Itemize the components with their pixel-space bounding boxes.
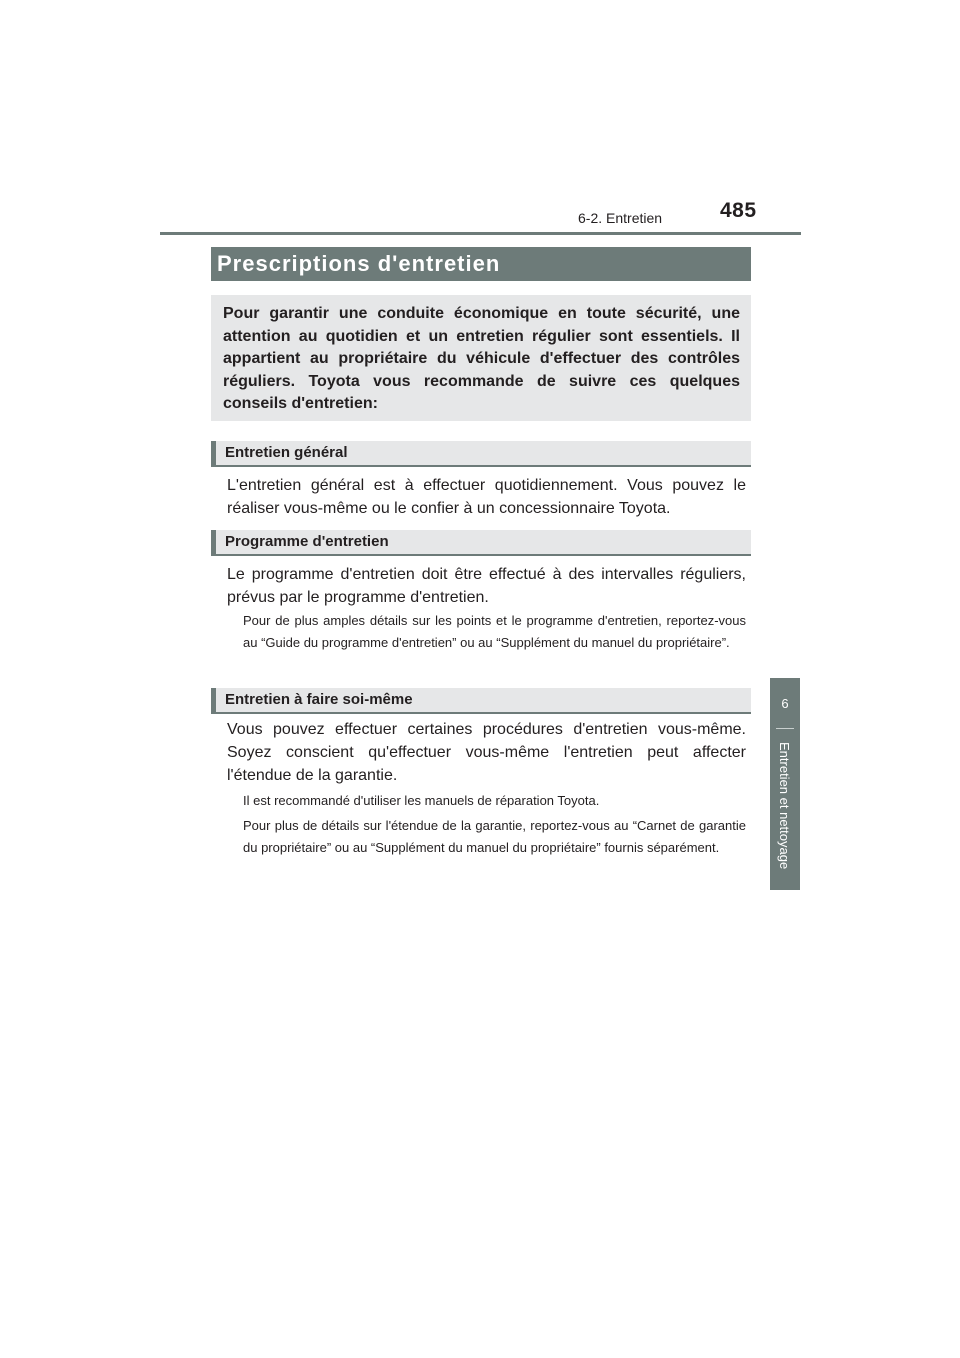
section-heading-programme-entretien xyxy=(211,530,751,556)
intro-box xyxy=(211,295,751,421)
intro-text: Pour garantir une conduite économique en toute sécurité, une attention au quotidien et un entretien régulier sont essentiels. Il appartient au propriétaire du véhicule d'effectuer des contrôles réguliers. Toyota vous recommande de suivre ces quelques conseils d'entretien: xyxy=(223,305,740,412)
section-body-programme-entretien: Le programme d'entretien doit être effectué à des intervalles réguliers, prévus par le programme d'entretien. xyxy=(227,566,746,606)
section-heading-text: Entretien général xyxy=(225,444,348,461)
section-note: Pour de plus amples détails sur les points et le programme d'entretien, reportez-vous au “Guide du programme d'entretien” ou au “Supplément du manuel du propriétaire”. xyxy=(243,613,746,650)
section-note: Il est recommandé d'utiliser les manuels de réparation Toyota. xyxy=(243,793,600,808)
section-body-entretien-soi-meme: Vous pouvez effectuer certaines procédures d'entretien vous-même. Soyez conscient qu'effectuer vous-même l'entretien peut affecter l'étendue de la garantie. xyxy=(227,721,746,784)
section-body-entretien-general: L'entretien général est à effectuer quotidiennement. Vous pouvez le réaliser vous-même ou le confier à un concessionnaire Toyota. xyxy=(227,477,746,517)
header-rule xyxy=(160,232,801,235)
chapter-tab-label: Entretien et nettoyage xyxy=(777,742,792,870)
chapter-tab-divider xyxy=(776,728,794,729)
section-heading-entretien-general xyxy=(211,441,751,467)
chapter-tab-number: 6 xyxy=(781,696,789,711)
page-header xyxy=(0,196,960,236)
section-note: Pour plus de détails sur l'étendue de la garantie, reportez-vous au “Carnet de garantie du propriétaire” ou au “Supplément du manuel du propriétaire” fournis séparément. xyxy=(243,818,746,855)
section-heading-entretien-soi-meme xyxy=(211,688,751,714)
section-heading-text: Entretien à faire soi-même xyxy=(225,691,413,708)
chapter-tab xyxy=(770,678,800,890)
page-title: Prescriptions d'entretien xyxy=(217,251,501,276)
page-title-bar xyxy=(211,247,751,281)
page-number: 485 xyxy=(720,199,757,222)
header-section-title: 6-2. Entretien xyxy=(578,210,663,226)
section-heading-text: Programme d'entretien xyxy=(225,533,389,550)
